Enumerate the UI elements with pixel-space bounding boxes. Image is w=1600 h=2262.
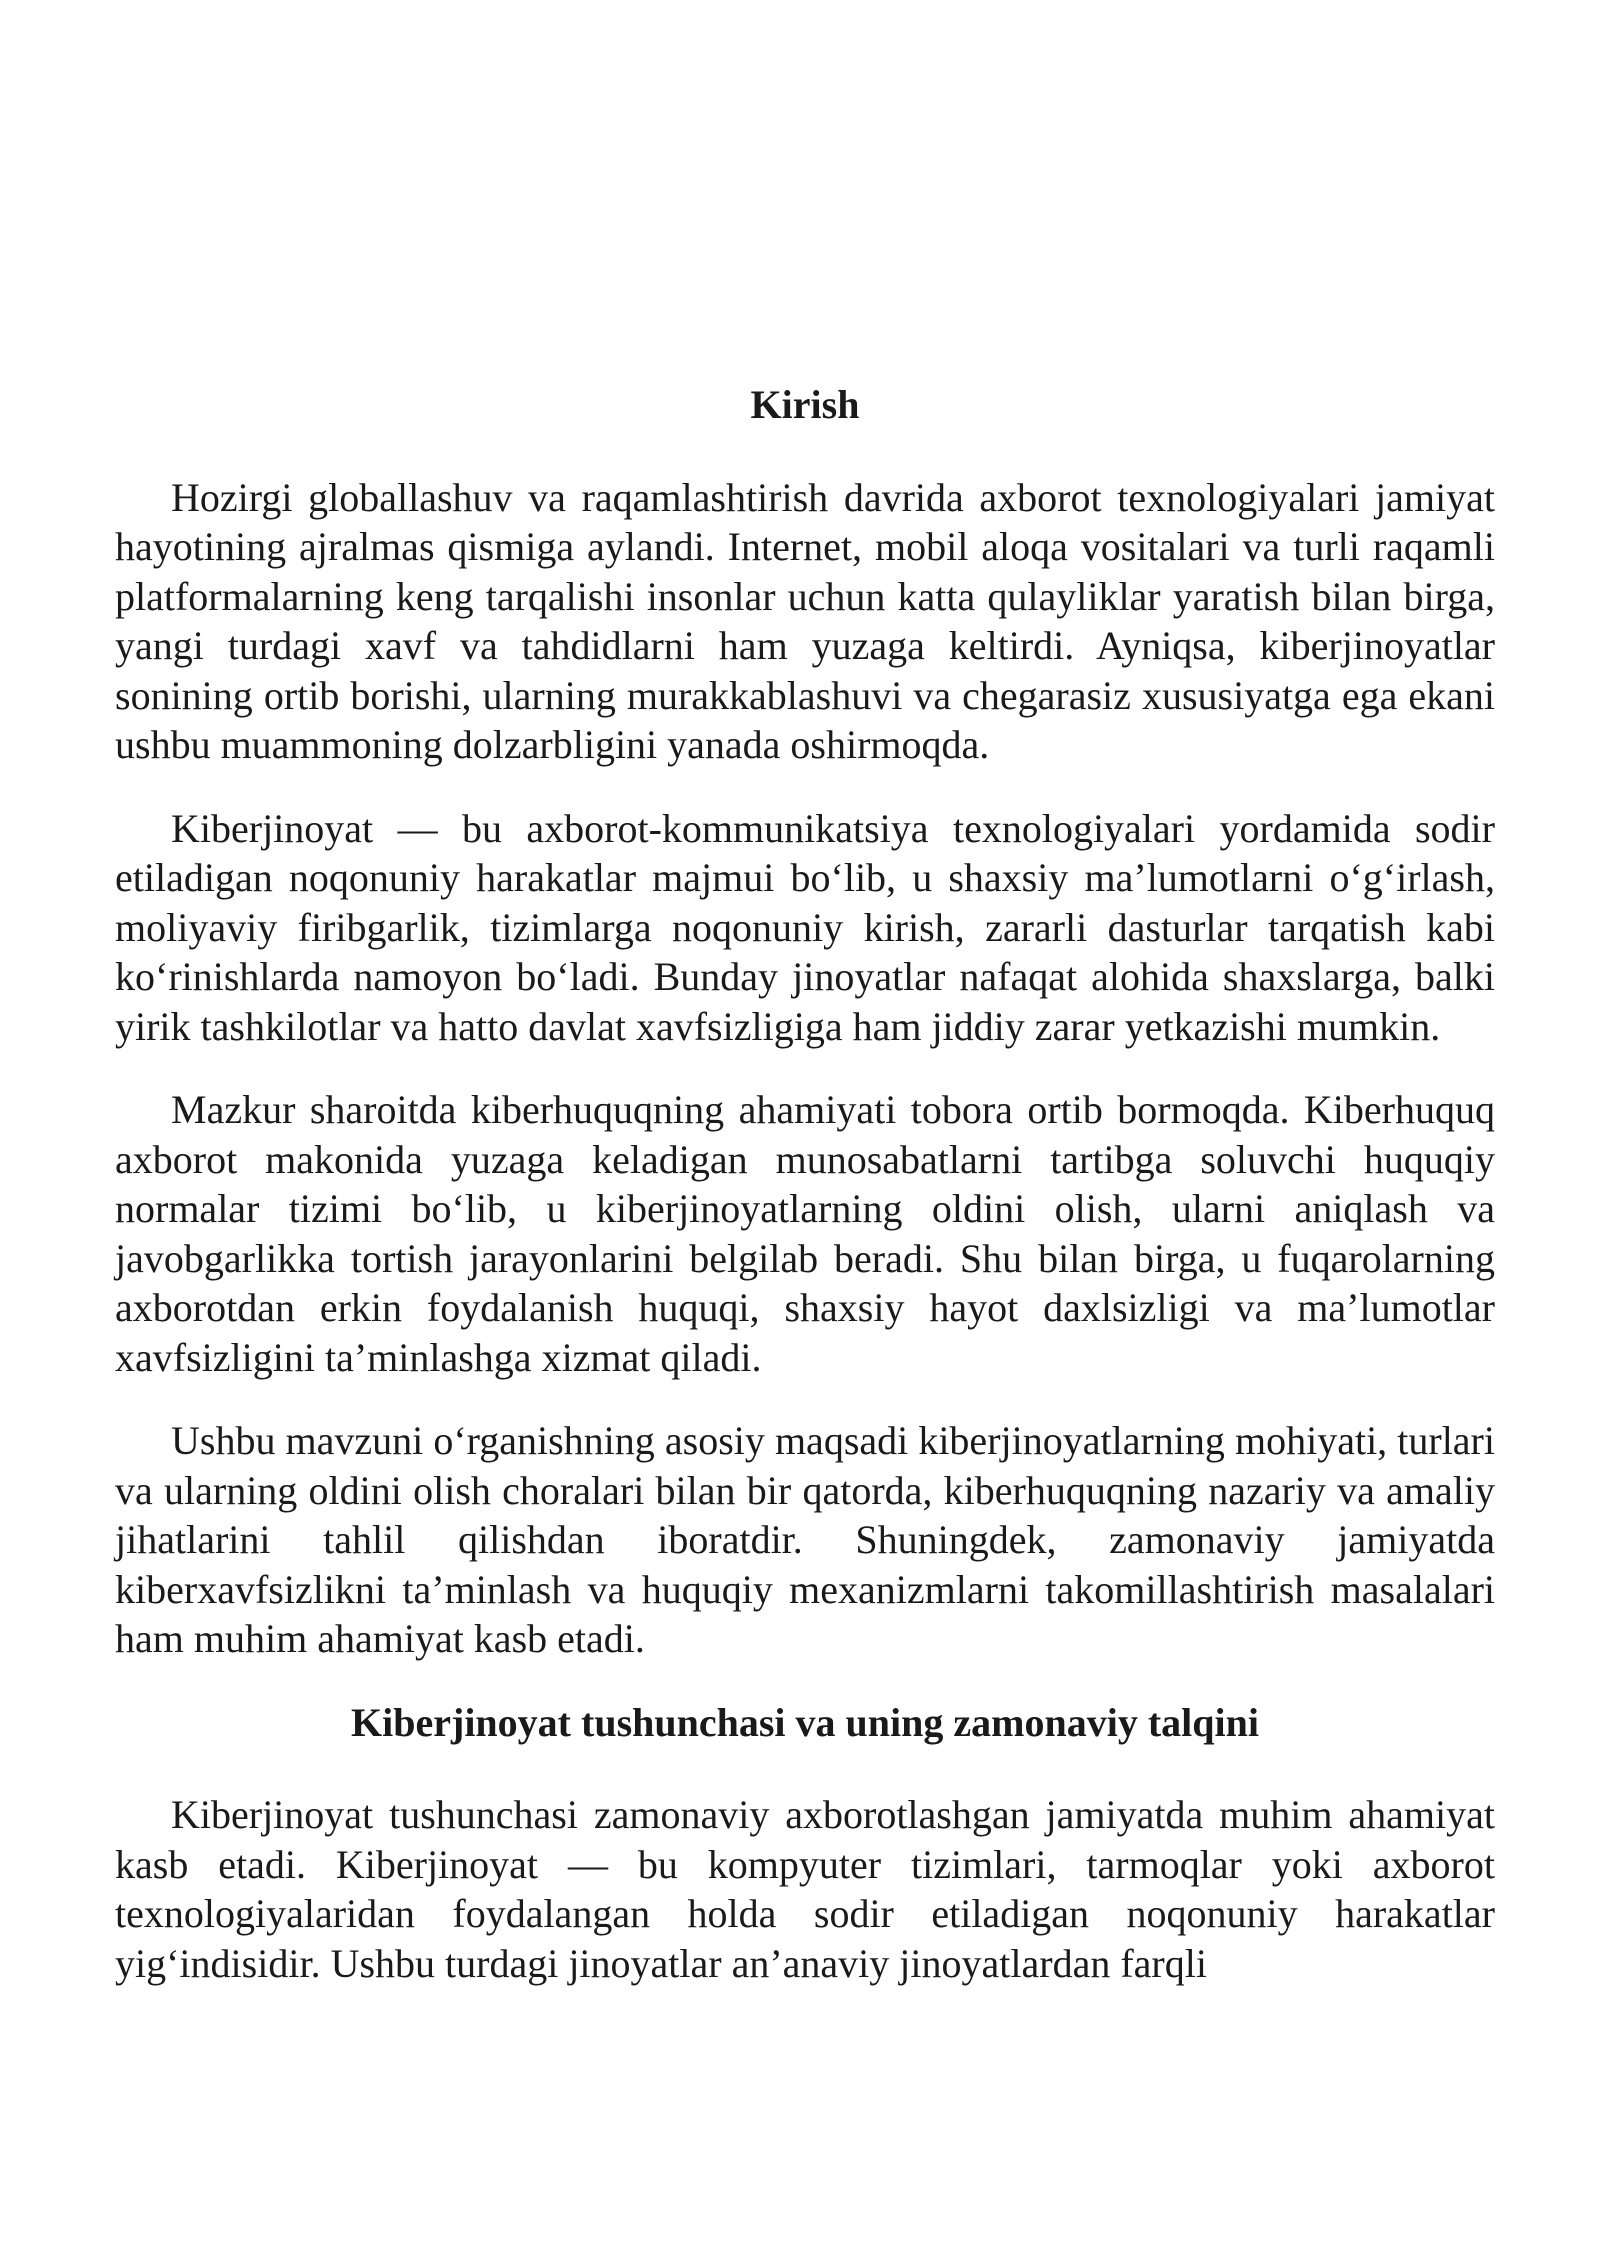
section-heading-cybercrime-concept: Kiberjinoyat tushunchasi va uning zamonaviy talqini [351,1699,1259,1745]
intro-paragraph-2: Kiberjinoyat — bu axborot-kommunikatsiya texnologiyalari yordamida sodir etiladigan noqonuniy harakatlar majmui bo‘lib, u shaxsiy ma’lumotlarni o‘g‘irlash, moliyaviy firibgarlik, tizimlarga noqonuniy kirish, zararli dasturlar tarqatish kabi ko‘rinishlarda namoyon bo‘ladi. Bunday jinoyatlar nafaqat alohida shaxslarga, balki yirik tashkilotlar va hatto davlat xavfsizligiga ham jiddiy zarar yetkazishi mumkin. [115,805,1495,1049]
concept-paragraph-1: Kiberjinoyat tushunchasi zamonaviy axborotlashgan jamiyatda muhim ahamiyat kasb etadi. Kiberjinoyat — bu kompyuter tizimlari, tarmoqlar yoki axborot texnologiyalaridan foydalangan holda sodir etiladigan noqonuniy harakatlar yig‘indisidir. Ushbu turdagi jinoyatlar an’anaviy jinoyatlardan farqli [115,1792,1495,1986]
intro-paragraph-3: Mazkur sharoitda kiberhuquqning ahamiyati tobora ortib bormoqda. Kiberhuquq axborot makonida yuzaga keladigan munosabatlarni tartibga soluvchi huquqiy normalar tizimi bo‘lib, u kiberjinoyatlarning oldini olish, ularni aniqlash va javobgarlikka tortish jarayonlarini belgilab beradi. Shu bilan birga, u fuqarolarning axborotdan erkin foydalanish huquqi, shaxsiy hayot daxlsizligi va ma’lumotlar xavfsizligini ta’minlashga xizmat qiladi. [115,1087,1495,1380]
intro-paragraph-1: Hozirgi globallashuv va raqamlashtirish davrida axborot texnologiyalari jamiyat hayotining ajralmas qismiga aylandi. Internet, mobil aloqa vositalari va turli raqamli platformalarning keng tarqalishi insonlar uchun katta qulayliklar yaratish bilan birga, yangi turdagi xavf va tahdidlarni ham yuzaga keltirdi. Ayniqsa, kiberjinoyatlar sonining ortib borishi, ularning murakkablashuvi va chegarasiz xususiyatga ega ekani ushbu muammoning dolzarbligini yanada oshirmoqda. [115,474,1495,767]
section-heading-introduction: Kirish [750,382,860,427]
intro-paragraph-4: Ushbu mavzuni o‘rganishning asosiy maqsadi kiberjinoyatlarning mohiyati, turlari va ularning oldini olish choralari bilan bir qatorda, kiberhuquqning nazariy va amaliy jihatlarini tahlil qilishdan iboratdir. Shuningdek, zamonaviy jamiyatda kiberxavfsizlikni ta’minlash va huquqiy mexanizmlarni takomillashtirish masalalari ham muhim ahamiyat kasb etadi. [115,1418,1495,1661]
document-page [115,380,1495,1988]
